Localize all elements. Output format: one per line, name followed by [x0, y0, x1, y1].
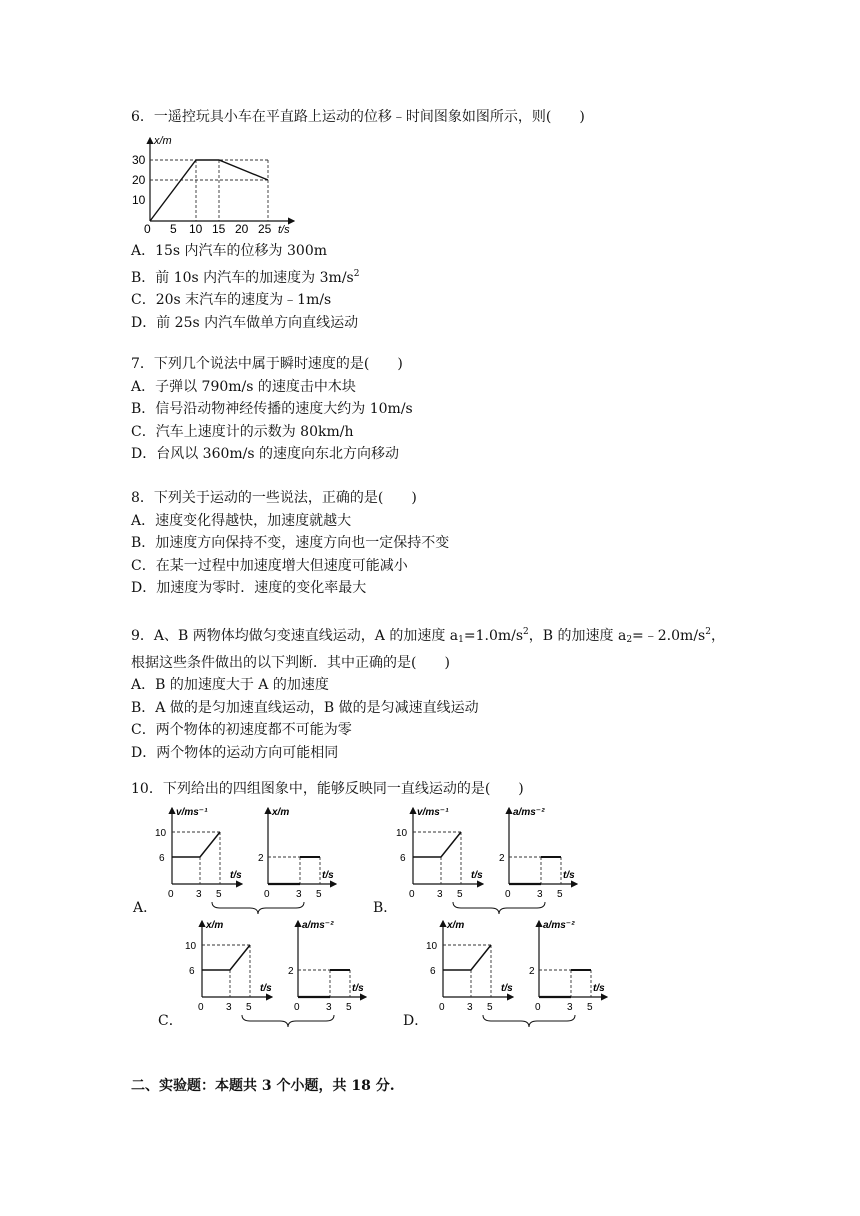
question-10-stem: 10．下列给出的四组图象中，能够反映同一直线运动的是( ): [131, 781, 524, 797]
left-x-tick: 5: [487, 1002, 493, 1013]
left-x-axis-label: t/s: [260, 983, 272, 994]
q6-displacement-time-graph: [128, 134, 298, 234]
left-x-tick: 0: [439, 1002, 445, 1013]
question-9-stem-line2: 根据这些条件做出的以下判断．其中正确的是( ): [131, 654, 450, 671]
right-y-tick: 2: [258, 853, 264, 864]
left-graph-line: [202, 945, 250, 970]
left-y-tick: 10: [185, 941, 197, 952]
option-c: C．20s 末汽车的速度为﹣1m/s: [131, 292, 332, 308]
right-x-tick: 0: [535, 1002, 541, 1013]
option-c: C．两个物体的初速度都不可能为零: [131, 722, 352, 738]
q10-option-d-graphs: [421, 915, 611, 1027]
q6-y-tick: 10: [132, 193, 146, 207]
question-10: [131, 778, 524, 801]
option-d: D．台风以 360m/s 的速度向东北方向移动: [131, 446, 400, 462]
q6-x-tick: 20: [235, 222, 249, 234]
right-x-tick: 3: [567, 1002, 573, 1013]
q6-x-tick: 5: [170, 222, 177, 234]
option-d: D．两个物体的运动方向可能相同: [131, 744, 339, 761]
right-x-tick: 3: [326, 1002, 332, 1013]
option-d: D．前 25s 内汽车做单方向直线运动: [131, 314, 359, 331]
q6-x-tick: 25: [258, 222, 272, 234]
question-6: [131, 106, 585, 129]
left-y-tick: 10: [396, 828, 408, 839]
option-a-label: A．: [133, 900, 158, 916]
left-x-tick: 3: [467, 1002, 473, 1013]
q10-option-b-graphs: [391, 802, 581, 914]
option-a: A．15s 内汽车的位移为 300m: [131, 243, 328, 259]
right-x-tick: 5: [346, 1002, 352, 1013]
left-x-tick: 0: [198, 1002, 204, 1013]
q6-x-axis-label: t/s: [278, 224, 290, 234]
right-x-tick: 5: [316, 889, 322, 900]
question-6-options: [131, 240, 359, 334]
right-y-tick: 2: [529, 966, 535, 977]
left-y-axis-label: v/ms⁻¹: [176, 807, 208, 818]
left-y-tick: 10: [155, 828, 167, 839]
section-heading: 二、实验题：本题共 3 个小题，共 18 分.: [131, 1078, 395, 1094]
left-x-tick: 5: [457, 889, 463, 900]
left-y-tick: 6: [189, 966, 195, 977]
option-b: B．A 做的是匀加速直线运动，B 做的是匀减速直线运动: [131, 699, 479, 716]
right-x-tick: 0: [294, 1002, 300, 1013]
option-a: A．B 的加速度大于 A 的加速度: [131, 677, 329, 693]
left-y-tick: 6: [430, 966, 436, 977]
left-x-axis-label: t/s: [230, 870, 242, 881]
left-x-tick: 5: [216, 889, 222, 900]
left-x-tick: 0: [168, 889, 174, 900]
left-y-tick: 10: [426, 941, 438, 952]
left-y-axis-label: v/ms⁻¹: [417, 807, 449, 818]
left-x-tick: 5: [246, 1002, 252, 1013]
right-y-axis-label: a/ms⁻²: [513, 807, 545, 818]
right-x-axis-label: t/s: [593, 983, 605, 994]
right-x-tick: 5: [587, 1002, 593, 1013]
option-c: C．在某一过程中加速度增大但速度可能减小: [131, 557, 408, 574]
q6-y-axis-label: x/m: [154, 135, 172, 147]
right-x-tick: 3: [296, 889, 302, 900]
left-x-tick: 0: [409, 889, 415, 900]
q6-y-tick: 20: [132, 173, 146, 187]
question-7-stem: 7．下列几个说法中属于瞬时速度的是( ): [131, 356, 403, 372]
question-9-stem: 9．A、B 两物体均做匀变速直线运动，A 的加速度 $a_1=1.0m/s^2$，B 的加速度 $a_2=﹣2.0m/s^2$，: [131, 627, 725, 645]
left-y-tick: 6: [400, 853, 406, 864]
option-a: A．速度变化得越快，加速度就越大: [131, 512, 352, 529]
q6-y-tick: 30: [132, 153, 146, 167]
right-x-axis-label: t/s: [352, 983, 364, 994]
q10-option-a-graphs: [150, 802, 340, 914]
brace: [212, 902, 304, 914]
question-6-stem: 6．一遥控玩具小车在平直路上运动的位移﹣时间图象如图所示，则( ): [131, 109, 585, 125]
left-y-tick: 6: [159, 853, 165, 864]
q6-x-tick: 0: [144, 222, 151, 234]
right-x-axis-label: t/s: [322, 870, 334, 881]
question-8: [131, 487, 449, 600]
q6-x-tick: 10: [189, 222, 203, 234]
option-d-label: D．: [403, 1013, 429, 1029]
left-graph-line: [443, 945, 491, 970]
right-x-tick: 5: [557, 889, 563, 900]
right-y-axis-label: a/ms⁻²: [302, 920, 334, 931]
left-y-axis-label: x/m: [447, 920, 465, 931]
right-x-tick: 3: [537, 889, 543, 900]
brace: [483, 1015, 575, 1027]
right-x-tick: 0: [264, 889, 270, 900]
option-c-label: C．: [158, 1013, 183, 1029]
left-x-axis-label: t/s: [501, 983, 513, 994]
left-y-axis-label: x/m: [206, 920, 224, 931]
left-graph-line: [413, 832, 461, 857]
option-b-label: B．: [373, 900, 398, 916]
right-y-tick: 2: [288, 966, 294, 977]
brace: [242, 1015, 334, 1027]
right-y-tick: 2: [499, 853, 505, 864]
left-x-axis-label: t/s: [471, 870, 483, 881]
right-y-axis-label: x/m: [272, 807, 290, 818]
left-graph-line: [172, 832, 220, 857]
q10-option-c-graphs: [180, 915, 370, 1027]
q6-x-tick: 15: [212, 222, 226, 234]
option-c: C．汽车上速度计的示数为 80km/h: [131, 423, 354, 440]
option-d: D．加速度为零时．速度的变化率最大: [131, 580, 367, 596]
brace: [453, 902, 545, 914]
left-x-tick: 3: [226, 1002, 232, 1013]
right-x-tick: 0: [505, 889, 511, 900]
question-8-stem: 8．下列关于运动的一些说法，正确的是( ): [131, 490, 417, 506]
option-b: B．加速度方向保持不变，速度方向也一定保持不变: [131, 535, 450, 551]
question-7: [131, 353, 413, 466]
left-x-tick: 3: [437, 889, 443, 900]
question-9: [131, 621, 725, 764]
right-x-axis-label: t/s: [563, 870, 575, 881]
option-b: B．前 10s 内汽车的加速度为 $3m/s^2$: [131, 268, 360, 286]
option-b: B．信号沿动物神经传播的速度大约为 10m/s: [131, 401, 413, 417]
right-y-axis-label: a/ms⁻²: [543, 920, 575, 931]
option-a: A．子弹以 790m/s 的速度击中木块: [131, 378, 356, 395]
q6-graph-line: [150, 160, 268, 221]
left-x-tick: 3: [196, 889, 202, 900]
